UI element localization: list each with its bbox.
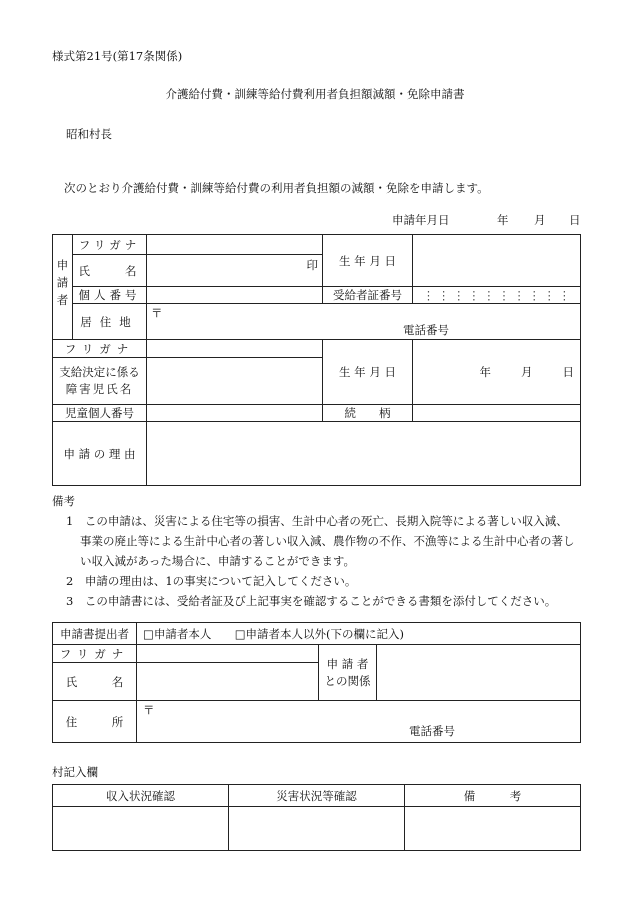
note-1-cont: 事業の廃止等による生計中心者の著しい収入減、農作物の不作、不漁等による生計中心者の著し [80,534,575,548]
applicant-furigana-field[interactable] [147,235,323,255]
child-birth-day: 日 [562,365,574,379]
relation-field[interactable] [413,405,581,422]
submitter-table [52,622,581,743]
application-date-year: 年 [497,213,509,227]
application-date-month: 月 [534,213,546,227]
applicant-name-field[interactable] [147,255,323,287]
submitter-furigana-field[interactable] [137,645,319,663]
note-1: 1 この申請は、災害による住宅等の損害、生計中心者の死亡、長期入院等による著しい収入減、 [66,514,568,528]
application-date-label: 申請年月日 [392,213,450,227]
submitter-label: 申請書提出者 [53,623,137,645]
applicant-address-label: 居住地 [73,304,147,340]
application-table [52,234,581,486]
applicant-furigana-label: フリガナ [73,235,147,255]
village-heading: 村記入欄 [52,765,98,779]
notes-heading: 備考 [52,494,75,508]
form-title: 介護給付費・訓練等給付費利用者負担額減額・免除申請書 [165,87,465,101]
applicant-address-field[interactable] [147,304,581,340]
village-income-field[interactable] [53,807,229,851]
intro-text: 次のとおり介護給付費・訓練等給付費の利用者負担額の減額・免除を申請します。 [64,181,489,195]
child-furigana-field[interactable] [147,340,323,358]
child-birth-year: 年 [479,365,491,379]
applicant-phone-label: 電話番号 [403,323,449,337]
applicant-group-label: 申請者 [53,235,73,340]
form-id: 様式第21号(第17条関係) [52,49,183,63]
reason-label: 申 請 の 理 由 [53,422,147,486]
child-id-label: 児童個人番号 [53,405,147,422]
child-birth-month: 月 [521,365,533,379]
relation-label: 続 柄 [323,405,413,422]
option-other-checkbox[interactable]: □申請者本人以外(下の欄に記入) [234,626,405,641]
notes [52,491,592,611]
applicant-name-label: 氏 名 [73,255,147,287]
applicant-birth-field[interactable] [413,235,581,287]
child-id-field[interactable] [147,405,323,422]
reason-field[interactable] [147,422,581,486]
child-furigana-label: フリガナ [53,340,147,358]
submitter-address-field[interactable] [137,701,581,743]
child-name-field[interactable] [147,358,323,405]
option-self-checkbox[interactable]: □申請者本人 [143,626,212,641]
child-name-label: 支給決定に係る 障害児氏名 [53,358,147,405]
seal-mark: 印 [306,258,318,272]
note-2: 2 申請の理由は、1の事実について記入してください。 [66,574,357,588]
application-date-day: 日 [569,213,581,227]
child-birth-label: 生 年 月 日 [323,340,413,405]
submitter-name-label: 氏 名 [53,663,137,701]
village-col-disaster: 災害状況等確認 [229,785,405,807]
village-col-income: 収入状況確認 [53,785,229,807]
addressee: 昭和村長 [66,127,112,141]
recipient-cert-field[interactable]: ⋮ ⋮ ⋮ ⋮ ⋮ ⋮ ⋮ ⋮ ⋮ ⋮ [413,287,581,304]
applicant-id-label: 個人番号 [73,287,147,304]
submitter-name-field[interactable] [137,663,319,701]
submitter-relation-label: 申 請 者 との関係 [319,645,377,701]
submitter-address-label: 住 所 [53,701,137,743]
note-1-cont2: い収入減があった場合に、申請することができます。 [80,554,355,568]
child-birth-field[interactable] [413,340,581,405]
village-remarks-field[interactable] [405,807,581,851]
submitter-furigana-label: フリガナ [53,645,137,663]
applicant-id-field[interactable] [147,287,323,304]
recipient-cert-label: 受給者証番号 [323,287,413,304]
village-col-remarks: 備 考 [405,785,581,807]
submitter-relation-field[interactable] [377,645,581,701]
village-table [52,784,581,851]
note-3: 3 この申請書には、受給者証及び上記事実を確認することができる書類を添付してください。 [66,594,557,608]
submitter-postal-mark: 〒 [143,703,155,717]
submitter-options [137,623,581,645]
postal-mark: 〒 [151,306,163,320]
village-disaster-field[interactable] [229,807,405,851]
applicant-birth-label: 生 年 月 日 [323,235,413,287]
submitter-phone-label: 電話番号 [409,724,455,738]
